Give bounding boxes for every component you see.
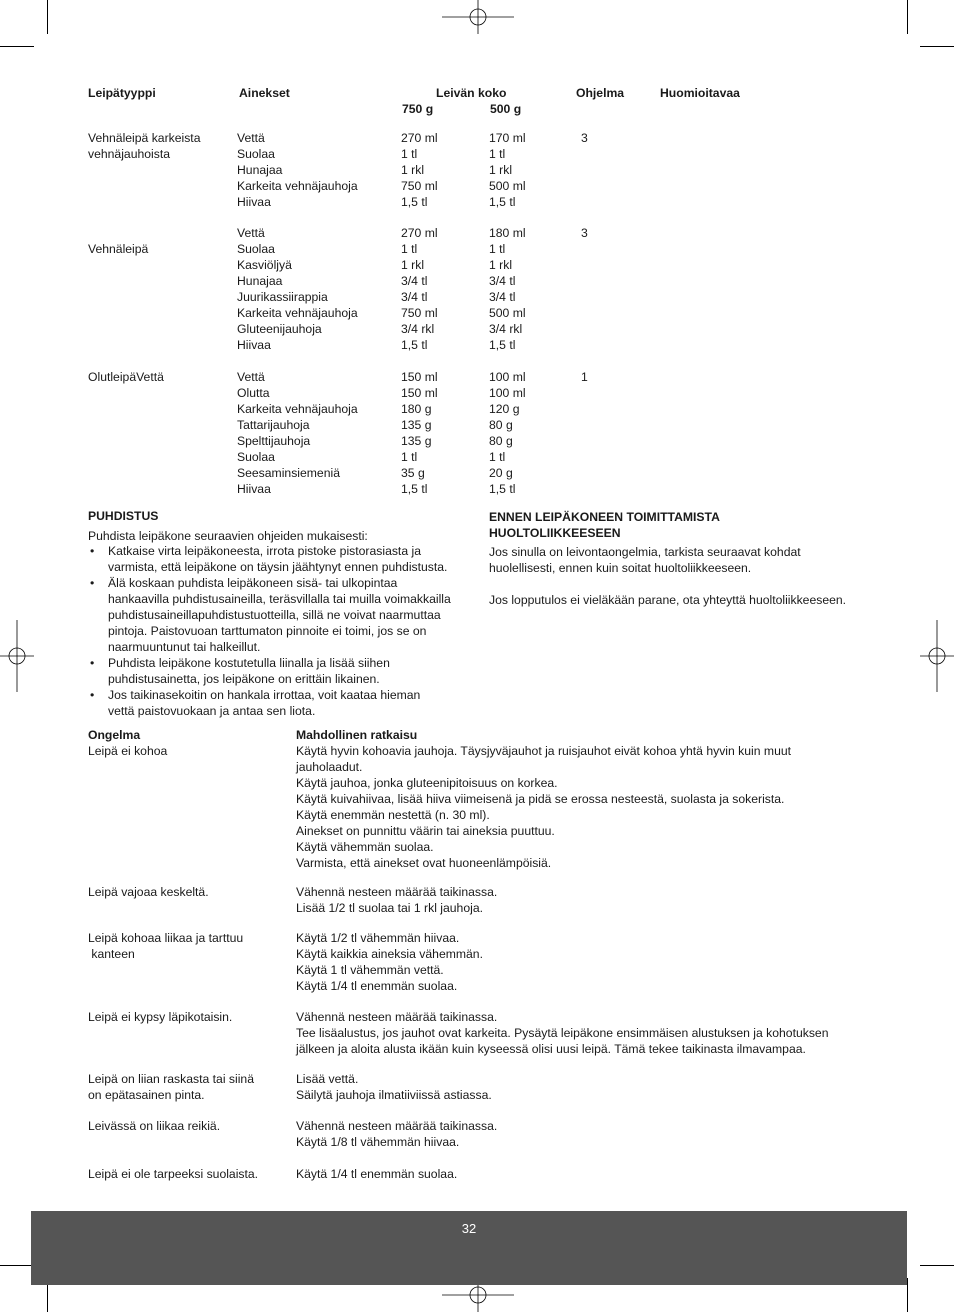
header-size: Leivän koko xyxy=(436,86,507,100)
list-item: • Katkaise virta leipäkoneesta, irrota pistoke pistorasiasta ja varmista, että leipäkone on täysin jäähtynyt ennen puhdistusta. xyxy=(88,543,468,575)
list-item: • Puhdista leipäkone kostutetulla liinalla ja lisää siihen puhdistusainetta, jos leipäkone on erittäin likainen. xyxy=(88,655,468,687)
trouble-solutions: Vähennä nesteen määrää taikinassa. Käytä 1/8 tl vähemmän hiivaa. xyxy=(296,1119,498,1149)
trouble-header-problem: Ongelma xyxy=(88,728,141,742)
trouble-solutions: Vähennä nesteen määrää taikinassa. Tee lisäalustus, jos jauhot ovat karkeita. Pysäytä leipäkone ensimmäisen alustuksen ja kohotuksen jälkeen ja aloita alusta ikään kuin kyseessä olisi uusi leipä. Tämä tekee taikinasta ilmavampaa. xyxy=(296,1010,829,1056)
recipe-1-ingredients: Vettä Suolaa Hunajaa Karkeita vehnäjauhoja Hiivaa xyxy=(237,131,358,209)
cleaning-bullets xyxy=(88,543,468,719)
trouble-solutions: Käytä hyvin kohoavia jauhoja. Täysjyväjauhot ja ruisjauhot eivät kohoa yhtä hyvin kuin muut jauholaadut. Käytä jauhoa, jonka gluteenipitoisuus on korkea. Käytä kuivahiivaa, lisää hiiva viimeisenä ja pidä se erossa nesteestä, suolasta ja sokerista. Käytä enemmän nestettä (n. 30 ml). Ainekset on punnittu väärin tai aineksia puuttuu. Käytä vähemmän suolaa. Varmista, että ainekset ovat huoneenlämpöisiä. xyxy=(296,744,792,870)
header-bread-type: Leipätyyppi xyxy=(88,86,156,100)
registration-mark-top xyxy=(442,0,514,34)
trouble-problem: Leipä on liian raskasta tai siinä on epätasainen pinta. xyxy=(88,1072,254,1102)
recipe-2-program: 3 xyxy=(581,226,588,240)
recipe-3-name: OlutleipäVettä xyxy=(88,370,164,384)
trouble-solutions: Käytä 1/2 tl vähemmän hiivaa. Käytä kaikkia aineksia vähemmän. Käytä 1 tl vähemmän vettä. Käytä 1/4 tl enemmän suolaa. xyxy=(296,931,483,993)
footer-band xyxy=(31,1211,907,1285)
header-program: Ohjelma xyxy=(576,86,625,100)
recipe-2-qty-750: 270 ml 1 tl 1 rkl 3/4 tl 3/4 tl 750 ml 3/4 rkl 1,5 tl xyxy=(401,226,438,352)
cleaning-intro: Puhdista leipäkone seuraavien ohjeiden mukaisesti: xyxy=(88,529,368,543)
trouble-problem: Leipä vajoaa keskeltä. xyxy=(88,885,209,899)
list-item: • Älä koskaan puhdista leipäkoneen sisä- tai ulkopintaa hankaavilla puhdistusaineilla, teräsvillalla tai muilla voimakkailla puhdistusaineillapuhdistustuotteilla, sillä ne voivat naarmuttaa pintoja. Paistovuoan tarttumaton pinnoite ei toimi, jos se on naarmuuntunut tai halkeillut. xyxy=(88,575,468,655)
registration-mark-left xyxy=(0,620,34,692)
trouble-problem: Leipä ei kypsy läpikotaisin. xyxy=(88,1010,233,1024)
trouble-problem: Leipä kohoaa liikaa ja tarttuu kanteen xyxy=(88,931,244,961)
recipe-3-program: 1 xyxy=(581,370,588,384)
service-title: ENNEN LEIPÄKONEEN TOIMITTAMISTA HUOLTOLIIKKEESEEN xyxy=(489,510,720,540)
header-size-750: 750 g xyxy=(402,102,434,116)
header-ingredients: Ainekset xyxy=(239,86,290,100)
trouble-solutions: Vähennä nesteen määrää taikinassa. Lisää 1/2 tl suolaa tai 1 rkl jauhoja. xyxy=(296,885,498,915)
trouble-problem: Leipä ei kohoa xyxy=(88,744,168,758)
recipe-1-name: Vehnäleipä karkeista vehnäjauhoista xyxy=(88,131,201,161)
header-size-500: 500 g xyxy=(490,102,522,116)
recipe-3-qty-750: 150 ml 150 ml 180 g 135 g 135 g 1 tl 35 g 1,5 tl xyxy=(401,370,438,496)
recipe-2-qty-500: 180 ml 1 tl 1 rkl 3/4 tl 3/4 tl 500 ml 3/4 rkl 1,5 tl xyxy=(489,226,526,352)
trouble-problem: Leipä ei ole tarpeeksi suolaista. xyxy=(88,1167,259,1181)
recipe-2-name: Vehnäleipä xyxy=(88,242,149,256)
recipe-1-program: 3 xyxy=(581,131,588,145)
recipe-3-qty-500: 100 ml 100 ml 120 g 80 g 80 g 1 tl 20 g 1,5 tl xyxy=(489,370,526,496)
trouble-solutions: Lisää vettä. Säilytä jauhoja ilmatiiviissä astiassa. xyxy=(296,1072,492,1102)
list-item: • Jos taikinasekoitin on hankala irrottaa, voit kaataa hieman vettä paistovuokaan ja antaa sen liota. xyxy=(88,687,468,719)
trouble-problem: Leivässä on liikaa reikiä. xyxy=(88,1119,221,1133)
cleaning-title: PUHDISTUS xyxy=(88,509,159,523)
page-number: 32 xyxy=(461,1221,477,1236)
recipe-1-qty-750: 270 ml 1 tl 1 rkl 750 ml 1,5 tl xyxy=(401,131,438,209)
registration-mark-right xyxy=(920,620,954,692)
service-paragraph-2: Jos lopputulos ei vieläkään parane, ota yhteyttä huoltoliikkeeseen. xyxy=(489,593,847,607)
trouble-solutions: Käytä 1/4 tl enemmän suolaa. xyxy=(296,1167,458,1181)
recipe-2-ingredients: Vettä Suolaa Kasviöljyä Hunajaa Juurikassiirappia Karkeita vehnäjauhoja Gluteenijauhoja Hiivaa xyxy=(237,226,358,352)
trouble-header-solution: Mahdollinen ratkaisu xyxy=(296,728,418,742)
header-notes: Huomioitavaa xyxy=(660,86,740,100)
recipe-1-qty-500: 170 ml 1 tl 1 rkl 500 ml 1,5 tl xyxy=(489,131,526,209)
recipe-3-ingredients: Vettä Olutta Karkeita vehnäjauhoja Tattarijauhoja Spelttijauhoja Suolaa Seesaminsiemeniä Hiivaa xyxy=(237,370,358,496)
service-paragraph-1: Jos sinulla on leivontaongelmia, tarkista seuraavat kohdat huolellisesti, ennen kuin soitat huoltoliikkeeseen. xyxy=(489,545,801,575)
